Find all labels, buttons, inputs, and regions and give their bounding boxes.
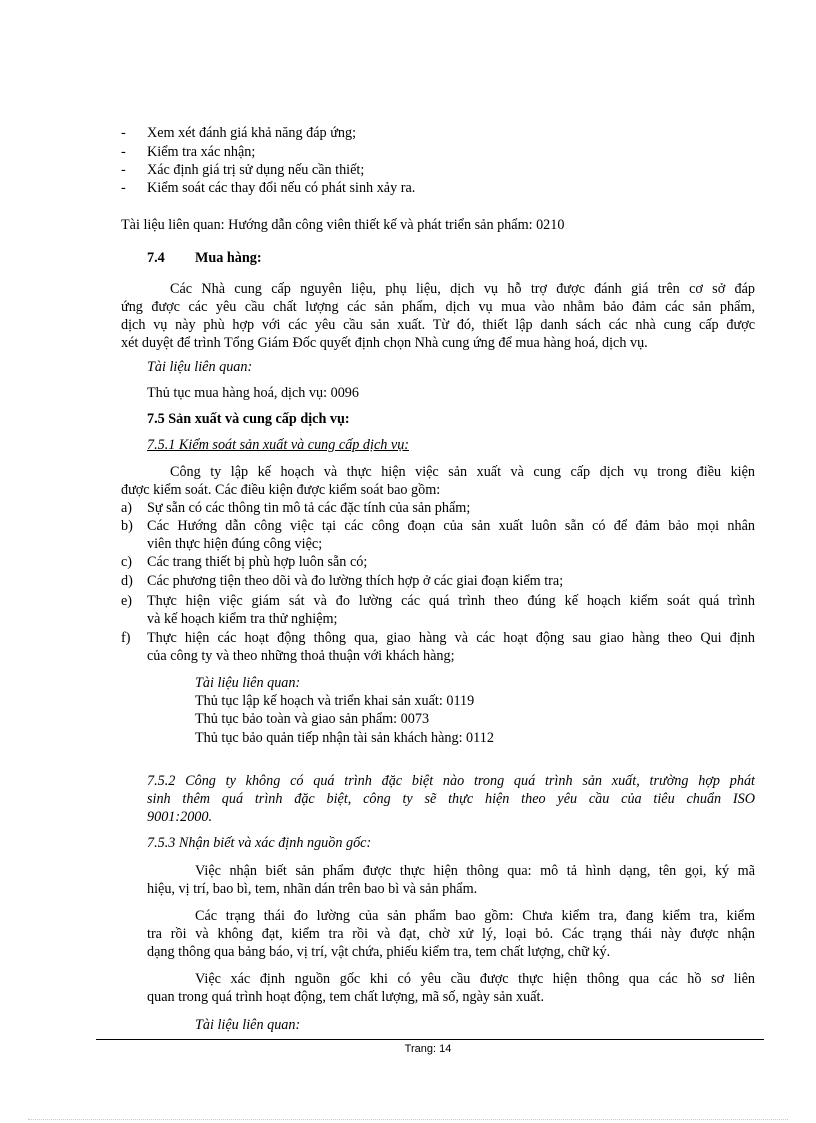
bullet-text: Xem xét đánh giá khả năng đáp ứng;: [147, 125, 357, 141]
list-item-cont: của công ty và theo những thoả thuận với khách hàng;: [147, 648, 455, 664]
related-docs-label: Tài liệu liên quan:: [147, 359, 253, 375]
related-doc-item: Thủ tục bảo quản tiếp nhận tài sản khách hàng: 0112: [195, 730, 494, 746]
subsection-title: 7.5.3 Nhận biết và xác định nguồn gốc:: [147, 835, 372, 851]
list-marker: c): [121, 554, 133, 570]
list-item: Sự sẵn có các thông tin mô tả các đặc tính của sản phẩm;: [147, 500, 471, 516]
list-marker: a): [121, 500, 133, 516]
list-marker: d): [121, 573, 133, 589]
list-item: Các phương tiện theo dõi và đo lường thích hợp ở các giai đoạn kiểm tra;: [147, 573, 564, 589]
section-number: 7.4: [147, 250, 165, 266]
bullet-marker: -: [121, 162, 126, 178]
section-title: Mua hàng:: [195, 250, 262, 266]
page-bottom-edge: [28, 1119, 788, 1120]
related-doc-item: Thủ tục lập kế hoạch và triển khai sản xuất: 0119: [195, 693, 475, 709]
bullet-marker: -: [121, 144, 126, 160]
list-item: Thực hiện việc giám sát và đo lường các quá trình theo đúng kế hoạch kiểm soát quá trình: [147, 593, 755, 609]
bullet-text: Kiểm soát các thay đổi nếu có phát sinh xảy ra.: [147, 180, 416, 196]
bullet-marker: -: [121, 125, 126, 141]
related-docs-design: Tài liệu liên quan: Hướng dẫn công viên thiết kế và phát triển sản phẩm: 0210: [121, 217, 565, 233]
document-page: - Xem xét đánh giá khả năng đáp ứng; - Kiểm tra xác nhận; - Xác định giá trị sử dụng nếu cần thiết; - Kiểm soát các thay đổi nếu có phát sinh xảy ra. Tài liệu liên quan: Hướng dẫn công viên thiết kế và phát triển sản phẩm: 0210 7.4 Mua hàng: Các Nhà cung cấp nguyên liệu, phụ liệu, dịch vụ hỗ trợ được đánh giá trên cơ sở đáp ứng được các yêu cầu chất lượng các sản phẩm, dịch vụ mua vào nhằm bảo đảm các sản phẩm, dịch vụ này phù hợp với các yêu cầu sản xuất. Từ đó, thiết lập danh sách các nhà cung cấp được xét duyệt để trình Tổng Giám Đốc quyết định chọn Nhà cung ứng để mua hàng hoá, dịch vụ. Tài liệu liên quan: Thủ tục mua hàng hoá, dịch vụ: 0096 7.5 Sản xuất và cung cấp dịch vụ: 7.5.1 Kiểm soát sản xuất và cung cấp dịch vụ: Công ty lập kế hoạch và thực hiện việc sản xuất và cung cấp dịch vụ trong điều kiện được kiểm soát. Các điều kiện được kiểm soát bao gồm: a) Sự sẵn có các thông tin mô tả các đặc tính của sản phẩm; b) Các Hướng dẫn công việc tại các công đoạn của sản xuất luôn sẵn có để đảm bảo mọi nhân viên thực hiện đúng công việc; c) Các trang thiết bị phù hợp luôn sẵn có; d) Các phương tiện theo dõi và đo lường thích hợp ở các giai đoạn kiểm tra; e) Thực hiện việc giám sát và đo lường các quá trình theo đúng kế hoạch kiểm soát quá trình và kế hoạch kiểm tra thử nghiệm; f) Thực hiện các hoạt động thông qua, giao hàng và các hoạt động sau giao hàng theo Qui định của công ty và theo những thoả thuận với khách hàng; Tài liệu liên quan: Thủ tục lập kế hoạch và triển khai sản xuất: 0119 Thủ tục bảo toàn và giao sản phẩm: 0073 Thủ tục bảo quản tiếp nhận tài sản khách hàng: 0112 7.5.2 Công ty không có quá trình đặc biệt nào trong quá trình sản xuất, trường hợp phát sinh thêm quá trình đặc biệt, công ty sẽ thực hiện theo yêu cầu của tiêu chuẩn ISO 9001:2000. 7.5.3 Nhận biết và xác định nguồn gốc: Việc nhận biết sản phẩm được thực hiện thông qua: mô tả hình dạng, tên gọi, ký mã hiệu, vị trí, bao bì, tem, nhãn dán trên bao bì và sản phẩm. Các trạng thái đo lường của sản phẩm bao gồm: Chưa kiểm tra, đang kiểm tra, kiểm tra rồi và không đạt, kiểm tra rồi và đạt, chờ xử lý, loại bỏ. Các trạng thái này được nhận dạng thông qua bảng báo, vị trí, vật chứa, phiếu kiểm tra, tem chất lượng, chữ ký. Việc xác định nguồn gốc khi có yêu cầu được thực hiện thông qua các hồ sơ liên quan trong quá trình hoạt động, tem chất lượng, mã số, ngày sản xuất. Tài liệu liên quan: Trang: 14: [0, 0, 816, 1123]
related-doc-item: Thủ tục mua hàng hoá, dịch vụ: 0096: [147, 385, 359, 401]
list-item-cont: viên thực hiện đúng công việc;: [147, 536, 323, 552]
section-title: 7.5 Sản xuất và cung cấp dịch vụ:: [147, 411, 350, 427]
list-marker: f): [121, 630, 131, 646]
bullet-text: Kiểm tra xác nhận;: [147, 144, 256, 160]
list-item: Thực hiện các hoạt động thông qua, giao hàng và các hoạt động sau giao hàng theo Qui định: [147, 630, 755, 646]
page-number: Trang: 14: [404, 1043, 452, 1055]
related-docs-label: Tài liệu liên quan:: [195, 1017, 301, 1033]
bullet-text: Xác định giá trị sử dụng nếu cần thiết;: [147, 162, 365, 178]
footer-divider: [96, 1039, 764, 1040]
list-item-cont: và kế hoạch kiểm tra thử nghiệm;: [147, 611, 338, 627]
list-item: Các trang thiết bị phù hợp luôn sẵn có;: [147, 554, 368, 570]
subsection-title: 7.5.1 Kiểm soát sản xuất và cung cấp dịch vụ:: [147, 437, 410, 453]
list-item: Các Hướng dẫn công việc tại các công đoạn của sản xuất luôn sẵn có để đảm bảo mọi nhân: [147, 518, 755, 534]
bullet-marker: -: [121, 180, 126, 196]
list-marker: b): [121, 518, 133, 534]
related-doc-item: Thủ tục bảo toàn và giao sản phẩm: 0073: [195, 711, 430, 727]
list-marker: e): [121, 593, 133, 609]
related-docs-label: Tài liệu liên quan:: [195, 675, 301, 691]
